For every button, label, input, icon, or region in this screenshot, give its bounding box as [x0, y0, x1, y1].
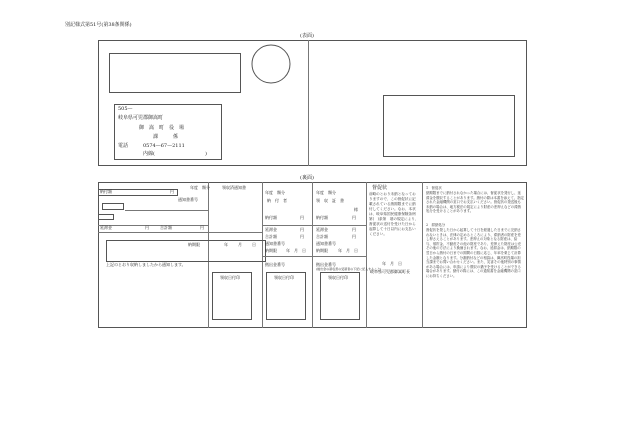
mid3-due: 納期限 [316, 248, 328, 253]
mid3-total-yen: 円 [352, 234, 356, 239]
fill-box-a [102, 203, 124, 210]
mid3-total: 合計額 [316, 234, 328, 239]
front-label: (表面) [300, 33, 314, 39]
front-fold-line [308, 40, 309, 166]
due-label: 納期限 [188, 242, 200, 247]
fill-box-b [98, 214, 114, 220]
mid2-rule-a [262, 225, 366, 226]
back-label: (裏面) [300, 175, 314, 181]
due-month: 月 [238, 242, 242, 247]
mid3-honorific: 様 [354, 207, 358, 212]
divider-5 [422, 182, 423, 328]
due-year: 年 [224, 242, 228, 247]
mid3-amount-yen: 円 [352, 215, 356, 220]
rule-1 [125, 210, 208, 211]
reminder-body: 前略のとおり未納となっておりますので、この督促状に記載されている納期限までに納付してください。なお、本状は、岐阜県国民健康保険条例第( )条第 項の規定により、督促状の送付を受けた日から起算して十日以内にお支払いください。 [369, 192, 419, 236]
notes-para-1: 納期限までに納付されなかった場合には、督促状を発行し、延滞金を徴収することがあります。納付の際は本書を添えて、指定された金融機関の窓口でお支払いください。督促状の発送後も未納の場合は、地方税法の規定により財産の差押えなどの滞納処分を受けることがあります。 [426, 191, 524, 214]
address-line2: 御 嵩 町 役 場 [139, 125, 185, 131]
mid2-amount-yen: 円 [300, 215, 304, 220]
due-row [106, 240, 266, 262]
mid2-rule-b [262, 256, 366, 257]
mid2-total: 合計額 [265, 234, 277, 239]
mid3-principal: 延滞金 [316, 227, 328, 232]
mid3-title: 領 収 証 書 [316, 198, 344, 203]
phone-number: 0574—67—2111 [143, 143, 185, 149]
seal-circle [250, 43, 292, 85]
notes-para-2: 督促状を発した日から起算して十日を経過した日までに完納されないときは、法律の定めるところにより、滞納者の財産を差し押さえることがあります。差押えの対象となる財産は、給与、預貯金、不動産その他の財産であり、差押えた財産は公売その他の方法により換価されます。なお、延滞金は、納期限の翌日から納付の日までの期間の日数に応じ、年率を乗じて計算した金額となります。分割納付などの相談は、御嵩町役場の担当課までお問い合わせください。また、災害その他特別の事情がある場合には、申請により徴収の猶予を受けることができる場合があります。納付の際には、この通知書を金融機関の窓口にお持ちください。 [426, 228, 521, 278]
mid2-amount: 納付額 [265, 215, 277, 220]
received-notice-text: 上記のとおり収納しましたから通知します。 [106, 262, 186, 267]
mid2-principal: 延滞金 [265, 227, 277, 232]
mid3-due-date: 年 月 日 [338, 248, 358, 253]
reminder-title: 督促状 [372, 185, 388, 191]
mid2-due-date: 年 月 日 [286, 248, 306, 253]
total-yen: 円 [200, 225, 204, 230]
divider-3 [312, 182, 313, 328]
mid2-total-yen: 円 [300, 234, 304, 239]
mid2-principal-yen: 円 [300, 227, 304, 232]
due-day: 日 [252, 242, 256, 247]
mid2-payer: 納 付 者 [267, 198, 287, 203]
stamp-label-3: 領収日付印 [328, 275, 348, 280]
stamp-label-1: 領収日付印 [220, 275, 240, 280]
mid2-fiscal: 年度 類分 [265, 190, 285, 195]
mid3-recv-note: (拠出金の領収書の受領者の下記に記入すること) [316, 267, 382, 271]
mid1-title: 領収済通知書 [222, 185, 246, 190]
stamp-label-2: 領収日付印 [274, 275, 294, 280]
total-label: 合計額 [160, 225, 172, 230]
mid3-recv-no: 拠出金番号 [316, 262, 336, 267]
mid3-notice-no: 通知書番号 [316, 241, 336, 246]
form-title: 別記様式第51号(第38条関係) [65, 22, 132, 28]
ext-label: 内線( [143, 151, 155, 157]
mid3-principal-yen: 円 [352, 227, 356, 232]
reminder-issuer: 岐阜県可児郡御嵩町長 [370, 269, 410, 274]
principal-yen: 円 [145, 225, 149, 230]
reminder-date: 年 月 日 [382, 261, 402, 266]
mid2-due: 納期限 [265, 248, 277, 253]
ext-close: ) [205, 151, 207, 157]
front-right-window [383, 95, 515, 157]
notes-heading-2: 2 滞納処分 [426, 223, 446, 227]
amount-label: 納付額 [100, 189, 112, 194]
address-postal: 505— [118, 106, 133, 112]
mid1-fiscal: 年度 類分 [190, 185, 210, 190]
rule-2 [98, 225, 208, 226]
mid3-fiscal: 年度 類分 [316, 190, 336, 195]
mid2-recv-no: 拠出金番号 [265, 262, 285, 267]
phone-label: 電話 [118, 143, 129, 149]
principal-label: 延滞金 [100, 225, 112, 230]
mid3-amount: 納付額 [316, 215, 328, 220]
amount-yen: 円 [170, 189, 174, 194]
notes-heading-1: 1 督促状 [426, 186, 442, 190]
front-window-top [109, 53, 241, 93]
rule-3 [98, 232, 263, 233]
divider-4 [366, 182, 367, 328]
address-line1: 岐阜県可児郡御嵩町 [118, 115, 164, 121]
notice-no-label: 通知書番号 [178, 197, 198, 202]
address-line3: 課 係 [153, 134, 179, 140]
mid2-notice-no: 通知書番号 [265, 241, 285, 246]
